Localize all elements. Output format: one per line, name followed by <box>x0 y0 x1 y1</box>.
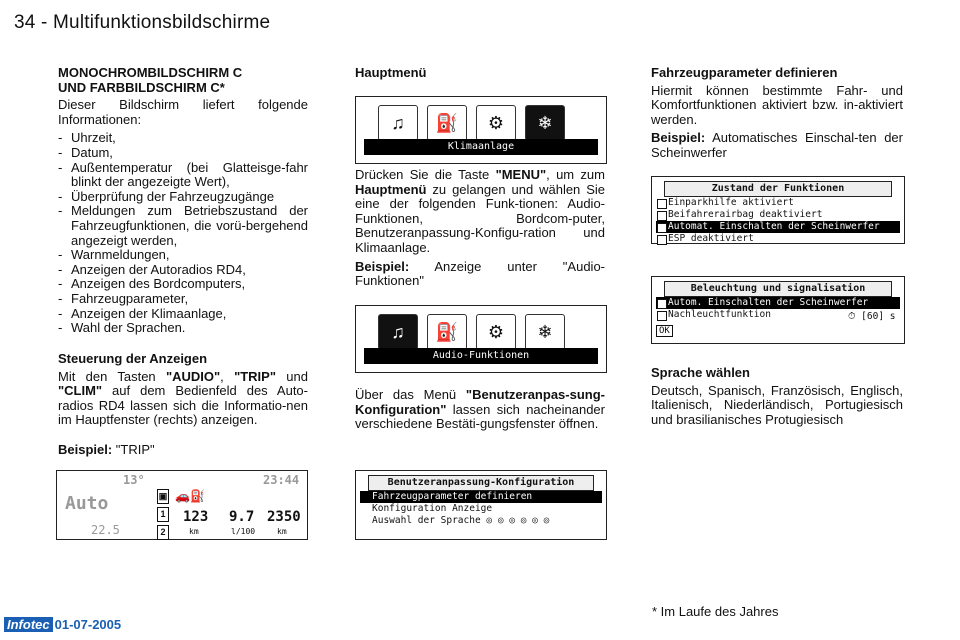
info-list-item: - Überprüfung der Fahrzeugzugänge <box>58 190 308 205</box>
steuerung-text: Mit den Tasten "AUDIO", "TRIP" und "CLIM" auf dem Bedienfeld des Auto-radios RD4 lassen sich die Informatio-nen im Hauptfenster (rechts) anzeigen. <box>58 368 308 428</box>
audio-icon: ♫ <box>378 314 418 350</box>
screen-row: Beifahrerairbag deaktiviert <box>656 209 900 221</box>
menu-bar-label: Klimaanlage <box>447 141 515 152</box>
screen-row: Autom. Einschalten der Scheinwerfer <box>656 297 900 309</box>
right-heading: Fahrzeugparameter definieren <box>651 65 838 80</box>
trip-unit-2: l/100 <box>231 527 256 536</box>
audio-icon: ♫ <box>378 105 418 141</box>
steuerung-heading: Steuerung der Anzeigen <box>58 351 208 366</box>
trip-outside-temp: 13° <box>123 473 145 487</box>
info-list-item: - Außentemperatur (bei Glatteisge-fahr blinkt der angezeigte Wert), <box>58 161 308 190</box>
main-menu-image-2 <box>355 305 607 373</box>
screen-row: Konfiguration Anzeige <box>372 503 493 514</box>
car-fuel-icon: 🚗⛽ <box>175 489 205 503</box>
config-screen-rows <box>360 491 602 527</box>
lighting-screen-image <box>651 276 905 344</box>
function-status-image <box>651 176 905 244</box>
trip-computer-icon: ⛽ <box>427 314 467 350</box>
trip-tabs <box>157 489 171 543</box>
left-column <box>58 66 308 336</box>
screen-row: Fahrzeugparameter definieren <box>360 491 602 503</box>
trip-tab-2: 2 <box>157 525 169 540</box>
climate-icon: ❄ <box>525 105 565 141</box>
checkbox-icon <box>657 199 667 209</box>
checkbox-icon <box>657 223 667 233</box>
menu-bar-label: Audio-Funktionen <box>432 350 530 361</box>
trip-display-image <box>56 470 308 540</box>
language-text: Deutsch, Spanisch, Französisch, Englisch, Italienisch, Niederländisch, Portugiesisch und brasilianisches Protugiesisch <box>651 382 903 427</box>
info-list-item: - Anzeigen der Klimaanlage, <box>58 307 308 322</box>
checkbox-icon <box>657 235 667 245</box>
settings-icon: ⚙ <box>476 314 516 350</box>
footer-date: 01-07-2005 <box>54 617 122 632</box>
trip-value-1: 123 <box>183 509 209 525</box>
trip-tab-1: 1 <box>157 507 169 522</box>
middle-text-1: Drücken Sie die Taste "MENU", um zum Hauptmenü zu gelangen und wählen Sie eine der folgenden Funk-tionen: Audio-Funktionen, Bordcom-puter, Benutzeranpassung-Konfigu-ration und Klimaanlage. Beispiel: Anzeige unter "Audio-Funktionen" <box>355 167 605 289</box>
lighting-screen-title: Beleuchtung und signalisation <box>664 281 892 297</box>
steuerung-section <box>58 352 308 432</box>
info-list-item: - Datum, <box>58 146 308 161</box>
trip-time: 23:44 <box>263 473 300 487</box>
language-section <box>651 366 903 431</box>
status-screen-rows <box>656 197 900 245</box>
main-menu-image-1 <box>355 96 607 164</box>
info-list-item: - Uhrzeit, <box>58 131 308 146</box>
trip-unit-3: km <box>277 527 287 536</box>
ok-button: OK <box>656 325 673 337</box>
trip-value-2: 9.7 <box>229 509 255 525</box>
language-heading: Sprache wählen <box>651 365 750 380</box>
footer <box>4 617 121 632</box>
right-text-1: Fahrzeugparameter definieren Hiermit können bestimmte Fahr- und Komfortfunktionen aktiviert bzw. in-aktiviert werden. Beispiel: Automatisches Einschal-ten der Scheinwerfer <box>651 65 903 160</box>
info-list-item: - Fahrzeugparameter, <box>58 292 308 307</box>
left-intro: Dieser Bildschirm liefert folgende Informationen: <box>58 97 308 127</box>
info-list-item: - Wahl der Sprachen. <box>58 321 308 336</box>
config-screen-title: Benutzeranpassung-Konfiguration <box>368 475 594 491</box>
checkbox-icon <box>657 299 667 309</box>
trip-tab-icon: ▣ <box>157 489 169 504</box>
middle-heading-wrap <box>355 66 605 84</box>
trip-value-3: 2350 <box>267 509 301 525</box>
middle-heading: Hauptmenü <box>355 65 427 80</box>
trip-temp: 22.5 <box>91 523 120 537</box>
status-screen-title: Zustand der Funktionen <box>664 181 892 197</box>
info-list-item: - Anzeigen des Bordcomputers, <box>58 277 308 292</box>
screen-row: Nachleuchtfunktion <box>656 309 900 321</box>
infotec-logo: Infotec <box>4 617 53 632</box>
info-list-item: - Anzeigen der Autoradios RD4, <box>58 263 308 278</box>
checkbox-icon <box>657 311 667 321</box>
screen-row: Automat. Einschalten der Scheinwerfer <box>656 221 900 233</box>
trip-auto: Auto <box>65 493 109 514</box>
info-list <box>58 131 308 335</box>
trip-unit-1: km <box>189 527 199 536</box>
settings-icon: ⚙ <box>476 105 516 141</box>
trip-computer-icon: ⛽ <box>427 105 467 141</box>
info-list-item: - Meldungen zum Betriebszustand der Fahrzeugfunktionen, die vorü-bergehend angezeigt werden, <box>58 204 308 248</box>
config-screen-image <box>355 470 607 540</box>
info-list-item: - Warnmeldungen, <box>58 248 308 263</box>
screen-row: Einparkhilfe aktiviert <box>656 197 900 209</box>
left-heading: MONOCHROMBILDSCHIRM C UND FARBBILDSCHIRM C* <box>58 65 243 95</box>
middle-text-2: Über das Menü "Benutzeranpas-sung-Konfiguration" lassen sich nacheinander verschiedene Bestäti-gungsfenster öffnen. <box>355 387 605 432</box>
checkbox-icon <box>657 211 667 221</box>
footnote: * Im Laufe des Jahres <box>652 604 779 619</box>
climate-icon: ❄ <box>525 314 565 350</box>
screen-row: ESP deaktiviert <box>656 233 900 245</box>
page-title: 34 - Multifunktionsbildschirme <box>14 12 271 33</box>
timer-value: ⏱ [60] s <box>848 311 896 322</box>
left-example: Beispiel: "TRIP" <box>58 442 155 457</box>
screen-row: Auswahl der Sprache ◎ ◎ ◎ ◎ ◎ ◎ <box>372 515 550 526</box>
